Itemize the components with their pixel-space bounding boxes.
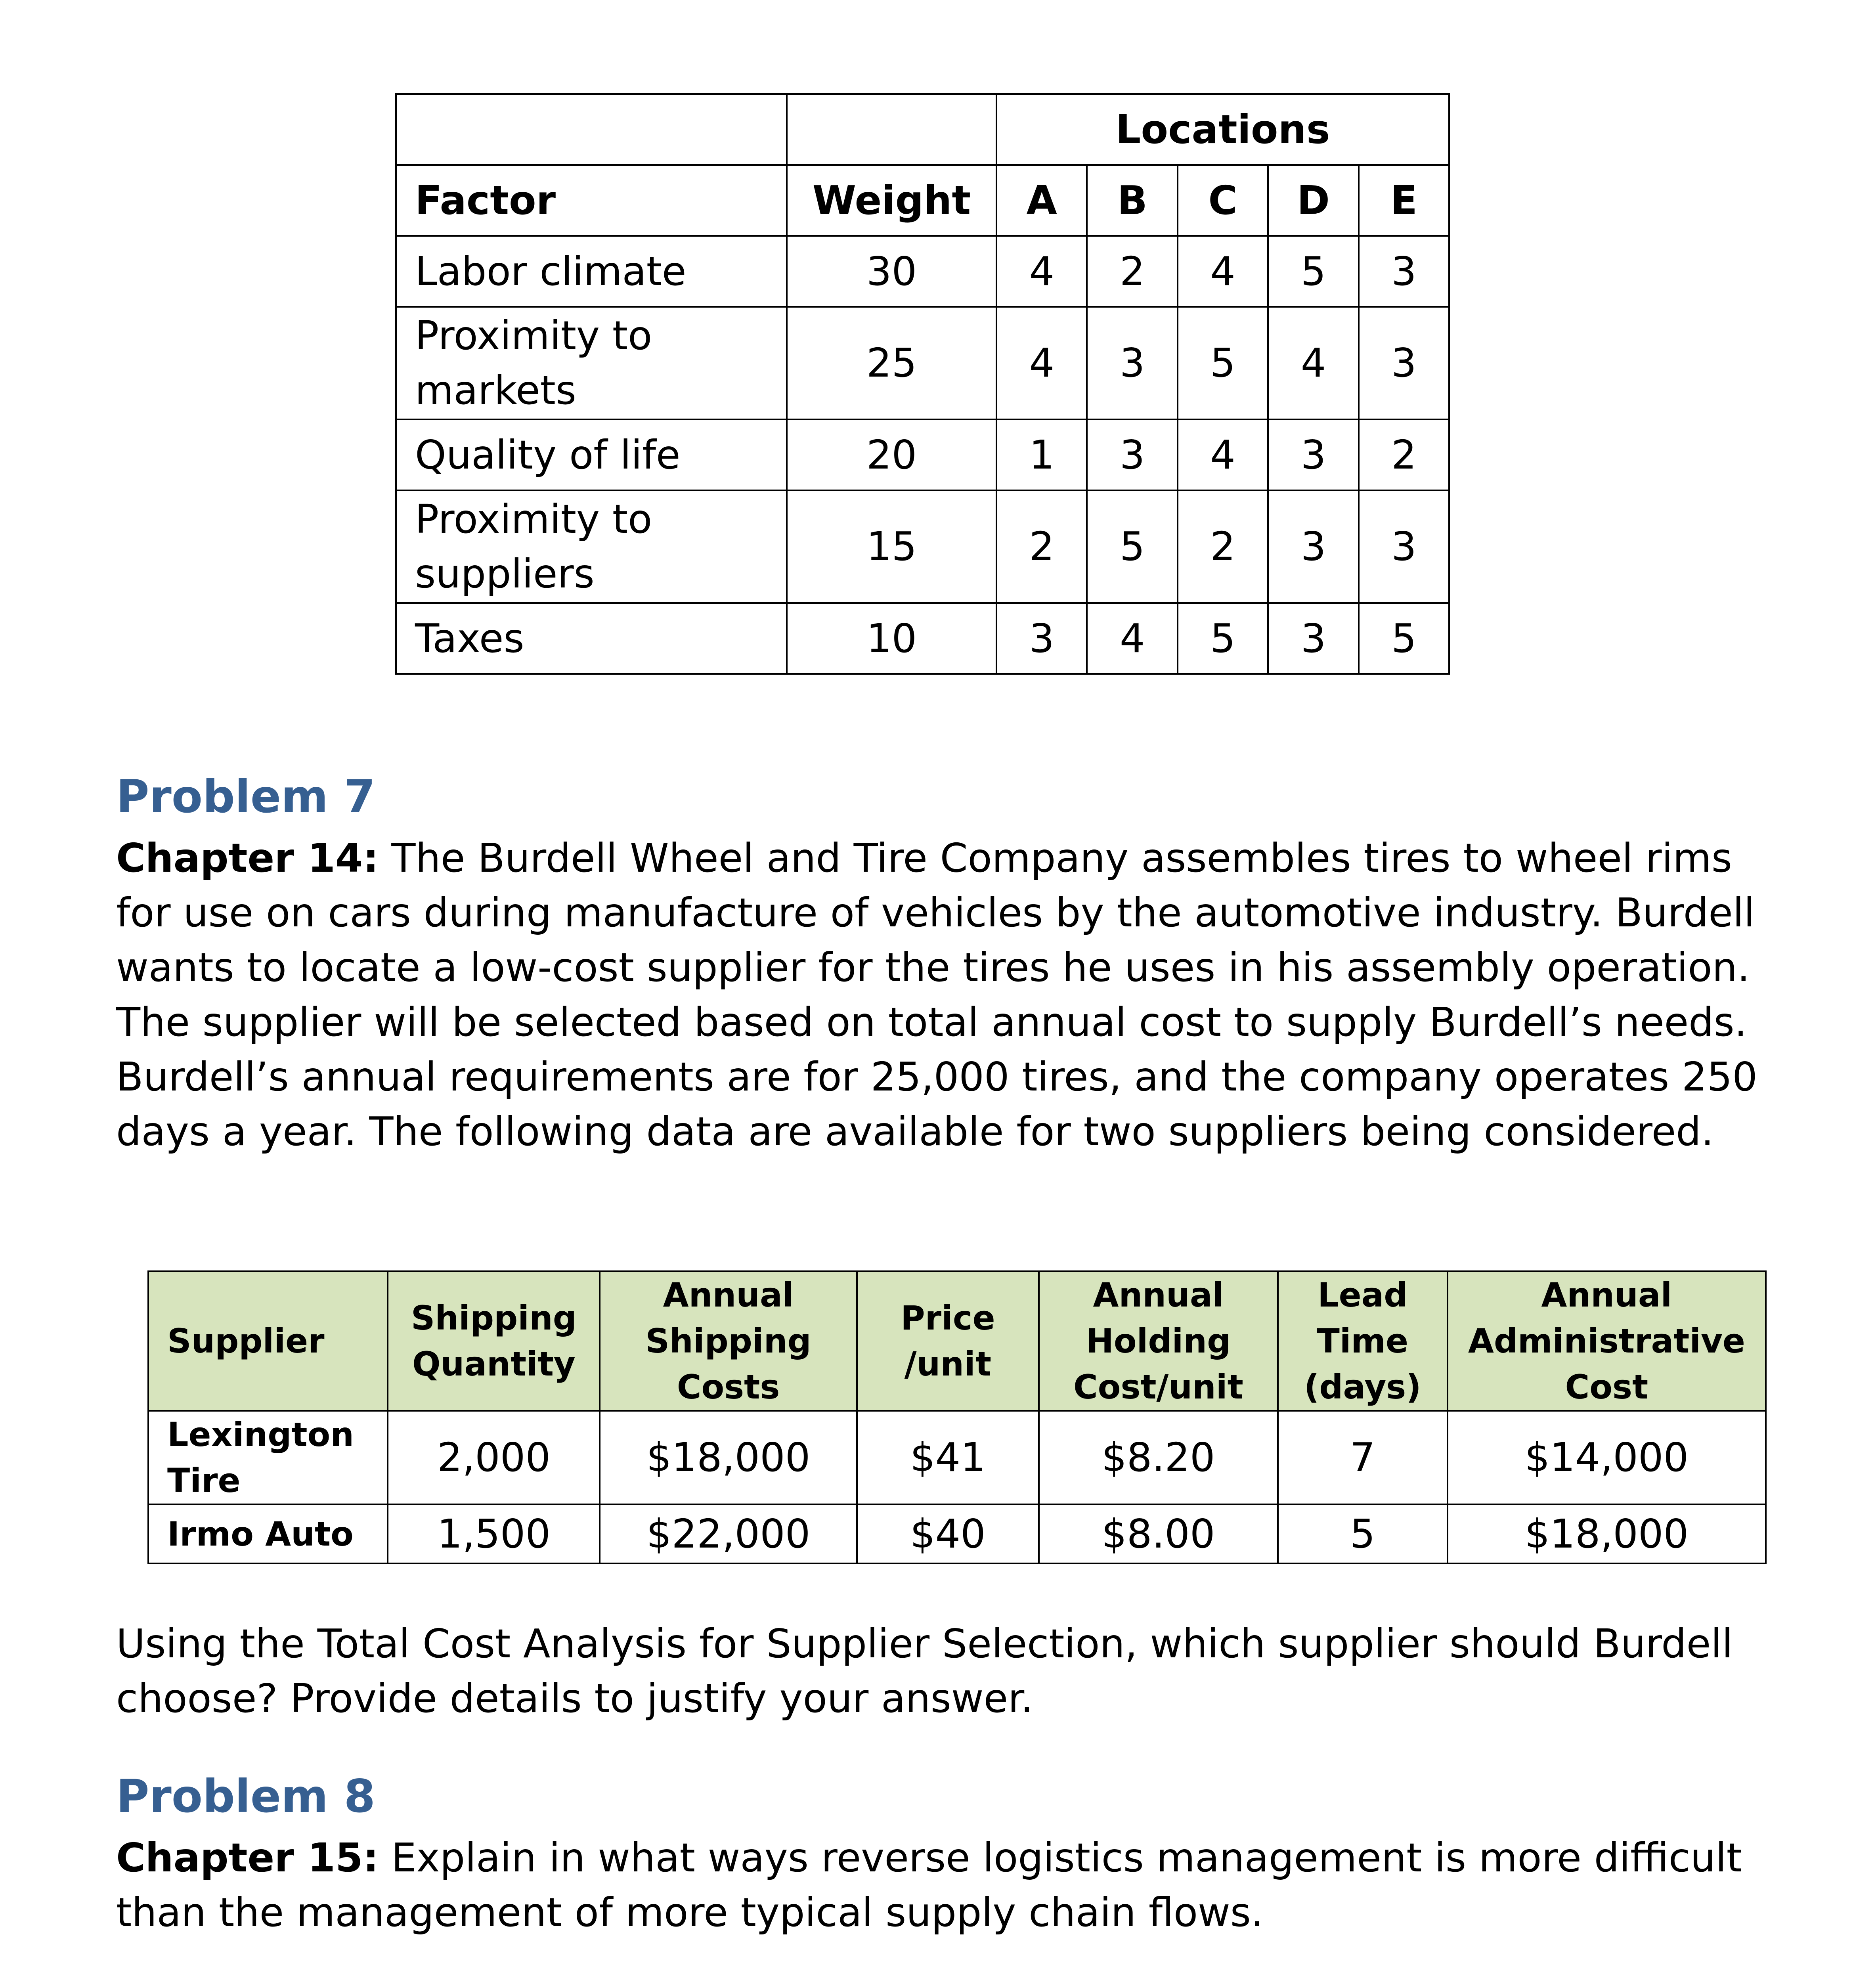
location-header-a: A [996, 165, 1087, 236]
score-cell: 5 [1178, 307, 1268, 419]
administrative-cost-cell: $14,000 [1448, 1411, 1766, 1504]
problem-7-question: Using the Total Cost Analysis for Supplier Selection, which supplier should Burdell choose? Provide details to justify your answer. [116, 1620, 1733, 1722]
empty-header-cell [396, 94, 787, 165]
score-cell: 4 [996, 236, 1087, 307]
problem-8-title: Problem 8 [116, 1770, 375, 1823]
score-cell: 3 [1087, 307, 1177, 419]
factor-cell: Proximity to markets [396, 307, 787, 419]
score-cell: 1 [996, 419, 1087, 490]
annual-holding-cost-cell: $8.00 [1039, 1504, 1278, 1563]
score-cell: 2 [1087, 236, 1177, 307]
location-header-b: B [1087, 165, 1177, 236]
score-cell: 4 [996, 307, 1087, 419]
score-cell: 3 [996, 603, 1087, 674]
score-cell: 2 [1178, 490, 1268, 603]
factor-cell: Taxes [396, 603, 787, 674]
problem-8-body: Explain in what ways reverse logistics management is more difficult than the management of more typical supply chain flows. [116, 1835, 1742, 1936]
shipping-quantity-cell: 2,000 [388, 1411, 600, 1504]
price-unit-cell: $41 [857, 1411, 1039, 1504]
lead-time-cell: 7 [1278, 1411, 1448, 1504]
chapter-14-label: Chapter 14: [116, 835, 379, 881]
location-header-e: E [1359, 165, 1449, 236]
weight-cell: 20 [787, 419, 996, 490]
score-cell: 4 [1087, 603, 1177, 674]
score-cell: 2 [1359, 419, 1449, 490]
table-row [396, 490, 1449, 603]
problem-8-description [116, 1831, 1761, 1940]
weight-header: Weight [787, 165, 996, 236]
supplier-name-cell: Lexington Tire [148, 1411, 388, 1504]
price-unit-header: Price /unit [857, 1271, 1039, 1411]
score-cell: 3 [1359, 490, 1449, 603]
score-cell: 5 [1087, 490, 1177, 603]
score-cell: 3 [1268, 419, 1359, 490]
shipping-quantity-header: Shipping Quantity [388, 1271, 600, 1411]
factor-cell: Quality of life [396, 419, 787, 490]
score-cell: 4 [1178, 419, 1268, 490]
table-row [148, 1411, 1766, 1504]
table-header-row [148, 1271, 1766, 1411]
score-cell: 5 [1268, 236, 1359, 307]
annual-shipping-costs-cell: $18,000 [600, 1411, 857, 1504]
chapter-15-label: Chapter 15: [116, 1835, 379, 1881]
weight-cell: 30 [787, 236, 996, 307]
table-row [396, 236, 1449, 307]
score-cell: 4 [1178, 236, 1268, 307]
supplier-name-cell: Irmo Auto [148, 1504, 388, 1563]
score-cell: 3 [1268, 490, 1359, 603]
score-cell: 2 [996, 490, 1087, 603]
factor-cell: Labor climate [396, 236, 787, 307]
supplier-header: Supplier [148, 1271, 388, 1411]
factor-header: Factor [396, 165, 787, 236]
lead-time-cell: 5 [1278, 1504, 1448, 1563]
price-unit-cell: $40 [857, 1504, 1039, 1563]
score-cell: 3 [1359, 236, 1449, 307]
location-header-d: D [1268, 165, 1359, 236]
locations-header: Locations [996, 94, 1449, 165]
weight-cell: 25 [787, 307, 996, 419]
annual-holding-cost-header: Annual Holding Cost/unit [1039, 1271, 1278, 1411]
score-cell: 5 [1359, 603, 1449, 674]
table-header-row [396, 94, 1449, 165]
administrative-cost-header: Annual Administrative Cost [1448, 1271, 1766, 1411]
score-cell: 3 [1359, 307, 1449, 419]
table-row [148, 1504, 1766, 1563]
score-cell: 4 [1268, 307, 1359, 419]
shipping-quantity-cell: 1,500 [388, 1504, 600, 1563]
problem-7-title: Problem 7 [116, 770, 375, 823]
annual-shipping-costs-cell: $22,000 [600, 1504, 857, 1563]
supplier-cost-table [147, 1270, 1767, 1564]
administrative-cost-cell: $18,000 [1448, 1504, 1766, 1563]
problem-7-description [116, 831, 1761, 1159]
lead-time-header: Lead Time (days) [1278, 1271, 1448, 1411]
annual-holding-cost-cell: $8.20 [1039, 1411, 1278, 1504]
problem-7-body: The Burdell Wheel and Tire Company assembles tires to wheel rims for use on cars during manufacture of vehicles by the automotive industry. Burdell wants to locate a low-cost supplier for the tires he uses in his assembly operation. The supplier will be selected based on total annual cost to supply Burdell’s needs. Burdell’s annual requirements are for 25,000 tires, and the company operates 250 days a year. The following data are available for two suppliers being considered. [116, 835, 1757, 1155]
table-row [396, 603, 1449, 674]
table-row [396, 419, 1449, 490]
location-header-c: C [1178, 165, 1268, 236]
empty-header-cell [787, 94, 996, 165]
factor-rating-table [395, 93, 1450, 675]
score-cell: 5 [1178, 603, 1268, 674]
score-cell: 3 [1268, 603, 1359, 674]
table-header-row [396, 165, 1449, 236]
weight-cell: 15 [787, 490, 996, 603]
annual-shipping-costs-header: Annual Shipping Costs [600, 1271, 857, 1411]
factor-cell: Proximity to suppliers [396, 490, 787, 603]
score-cell: 3 [1087, 419, 1177, 490]
table-row [396, 307, 1449, 419]
weight-cell: 10 [787, 603, 996, 674]
